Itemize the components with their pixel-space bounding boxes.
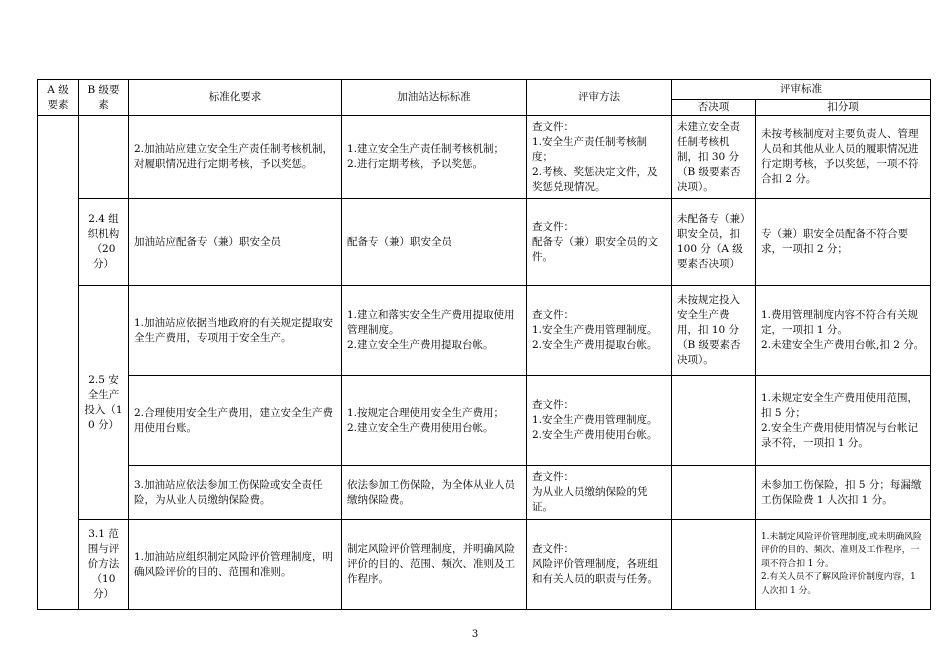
deduction-cell xyxy=(756,520,931,610)
method-line: 2.安全生产费用使用台帐。 xyxy=(532,429,658,441)
method-line: 配备专（兼）职安全员的文件。 xyxy=(532,235,658,263)
page-number: 3 xyxy=(471,629,479,640)
method-line: 查文件： xyxy=(532,309,574,321)
deduction-line: 2.未建安全生产费用台帐,扣 2 分。 xyxy=(761,339,925,351)
method-line: 查文件： xyxy=(532,471,574,483)
deduction-line: 1.未制定风险评价管理制度,或未明确风险评价的目的、频次、准则及工作程序，一项不符合扣 1 分。 xyxy=(761,531,922,569)
method-line: 风险评价管理制度，各班组和有关人员的职责与任务。 xyxy=(532,558,658,585)
method-line: 查文件： xyxy=(532,220,574,233)
header-station-standard: 加油站达标标准 xyxy=(342,80,527,116)
deduction-line: 2.有关人员不了解风险评价制度内容，1 人次扣 1 分。 xyxy=(761,572,916,596)
method-line: 2.考核、奖惩决定文件，及奖惩兑现情况。 xyxy=(532,165,658,193)
method-cell xyxy=(527,520,672,610)
deduction-cell xyxy=(756,376,931,466)
veto-cell: 未建立安全责任制考核机制，扣 30 分（B 级要素否决项）。 xyxy=(672,116,756,199)
veto-cell: 未按规定投入安全生产费用，扣 10 分（B 级要素否决项）。 xyxy=(672,286,756,376)
table-row xyxy=(38,376,931,466)
b-element-cell: 2.4 组织机构（20 分） xyxy=(79,199,129,286)
header-requirement: 标准化要求 xyxy=(129,80,342,116)
b-element-cell xyxy=(79,116,129,199)
header-veto-item: 否决项 xyxy=(672,100,756,116)
deduction-cell: 未按考核制度对主要负责人、管理人员和其他从业人员的履职情况进行定期考核，予以奖惩，一项不符合扣 2 分。 xyxy=(756,116,931,199)
method-line: 查文件： xyxy=(532,543,574,555)
standard-line: 1.建立和落实安全生产费用提取使用管理制度。 xyxy=(347,309,515,336)
standard-cell xyxy=(342,286,527,376)
deduction-cell xyxy=(756,286,931,376)
b-element-cell: 3.1 范围与评价方法（10 分） xyxy=(79,520,129,610)
requirement-cell: 1.加油站应组织制定风险评价管理制度，明确风险评价的目的、范围和准则。 xyxy=(129,520,342,610)
standards-table xyxy=(37,79,931,610)
method-cell xyxy=(527,286,672,376)
deduction-cell: 专（兼）职安全员配备不符合要求，一项扣 2 分； xyxy=(756,199,931,286)
veto-cell xyxy=(672,520,756,610)
table-row xyxy=(38,520,931,610)
header-review-method: 评审方法 xyxy=(527,80,672,116)
requirement-cell: 1.加油站应依据当地政府的有关规定提取安全生产费用，专项用于安全生产。 xyxy=(129,286,342,376)
deduction-cell: 未参加工伤保险，扣 5 分；每漏缴工伤保险费 1 人次扣 1 分。 xyxy=(756,466,931,520)
standard-cell xyxy=(342,116,527,199)
deduction-line: 1.未规定安全生产费用使用范围，扣 5 分； xyxy=(761,391,919,419)
table-row xyxy=(38,466,931,520)
b-element-cell: 2.5 安全生产投入（10 分） xyxy=(79,286,129,520)
method-line: 查文件： xyxy=(532,399,574,411)
header-b-level: B 级要素 xyxy=(79,80,129,116)
a-element-cell xyxy=(38,116,79,610)
method-cell xyxy=(527,199,672,286)
deduction-line: 2.安全生产费用使用情况与台帐记录不符，一项扣 1 分。 xyxy=(761,421,919,449)
header-row-1 xyxy=(38,80,931,100)
method-line: 1.安全生产费用管理制度。 xyxy=(532,414,658,426)
method-cell xyxy=(527,466,672,520)
veto-cell xyxy=(672,376,756,466)
standard-line: 2.进行定期考核，予以奖惩。 xyxy=(347,158,484,170)
standard-line: 1.建立安全生产责任制考核机制； xyxy=(347,143,505,155)
table-row xyxy=(38,199,931,286)
standard-cell: 制定风险评价管理制度，并明确风险评价的目的、范围、频次、准则及工作程序。 xyxy=(342,520,527,610)
method-cell xyxy=(527,376,672,466)
header-review-criteria: 评审标准 xyxy=(672,80,931,100)
requirement-cell: 3.加油站应依法参加工伤保险或安全责任险，为从业人员缴纳保险费。 xyxy=(129,466,342,520)
veto-cell: 未配备专（兼）职安全员，扣 100 分（A 级要素否决项） xyxy=(672,199,756,286)
requirement-cell: 2.加油站应建立安全生产责任制考核机制，对履职情况进行定期考核，予以奖惩。 xyxy=(129,116,342,199)
method-line: 为从业人员缴纳保险的凭证。 xyxy=(532,486,648,513)
header-a-level: A 级要素 xyxy=(38,80,79,116)
standard-line: 2.建立安全生产费用提取台帐。 xyxy=(347,339,494,351)
standard-line: 2.建立安全生产费用使用台帐。 xyxy=(347,421,494,434)
requirement-cell: 2.合理使用安全生产费用，建立安全生产费用使用台账。 xyxy=(129,376,342,466)
method-cell xyxy=(527,116,672,199)
method-line: 查文件： xyxy=(532,120,574,133)
requirement-cell: 加油站应配备专（兼）职安全员 xyxy=(129,199,342,286)
method-line: 1.安全生产责任制考核制度； xyxy=(532,135,648,163)
method-line: 2.安全生产费用提取台帐。 xyxy=(532,339,658,351)
veto-cell xyxy=(672,466,756,520)
standard-cell xyxy=(342,376,527,466)
standard-cell: 配备专（兼）职安全员 xyxy=(342,199,527,286)
table-row xyxy=(38,116,931,199)
method-line: 1.安全生产费用管理制度。 xyxy=(532,324,658,336)
standard-line: 1.按规定合理使用安全生产费用； xyxy=(347,406,505,419)
table-row xyxy=(38,286,931,376)
deduction-line: 1.费用管理制度内容不符合有关规定，一项扣 1 分。 xyxy=(761,309,919,336)
standard-cell: 依法参加工伤保险，为全体从业人员缴纳保险费。 xyxy=(342,466,527,520)
header-deduction-item: 扣分项 xyxy=(756,100,931,116)
